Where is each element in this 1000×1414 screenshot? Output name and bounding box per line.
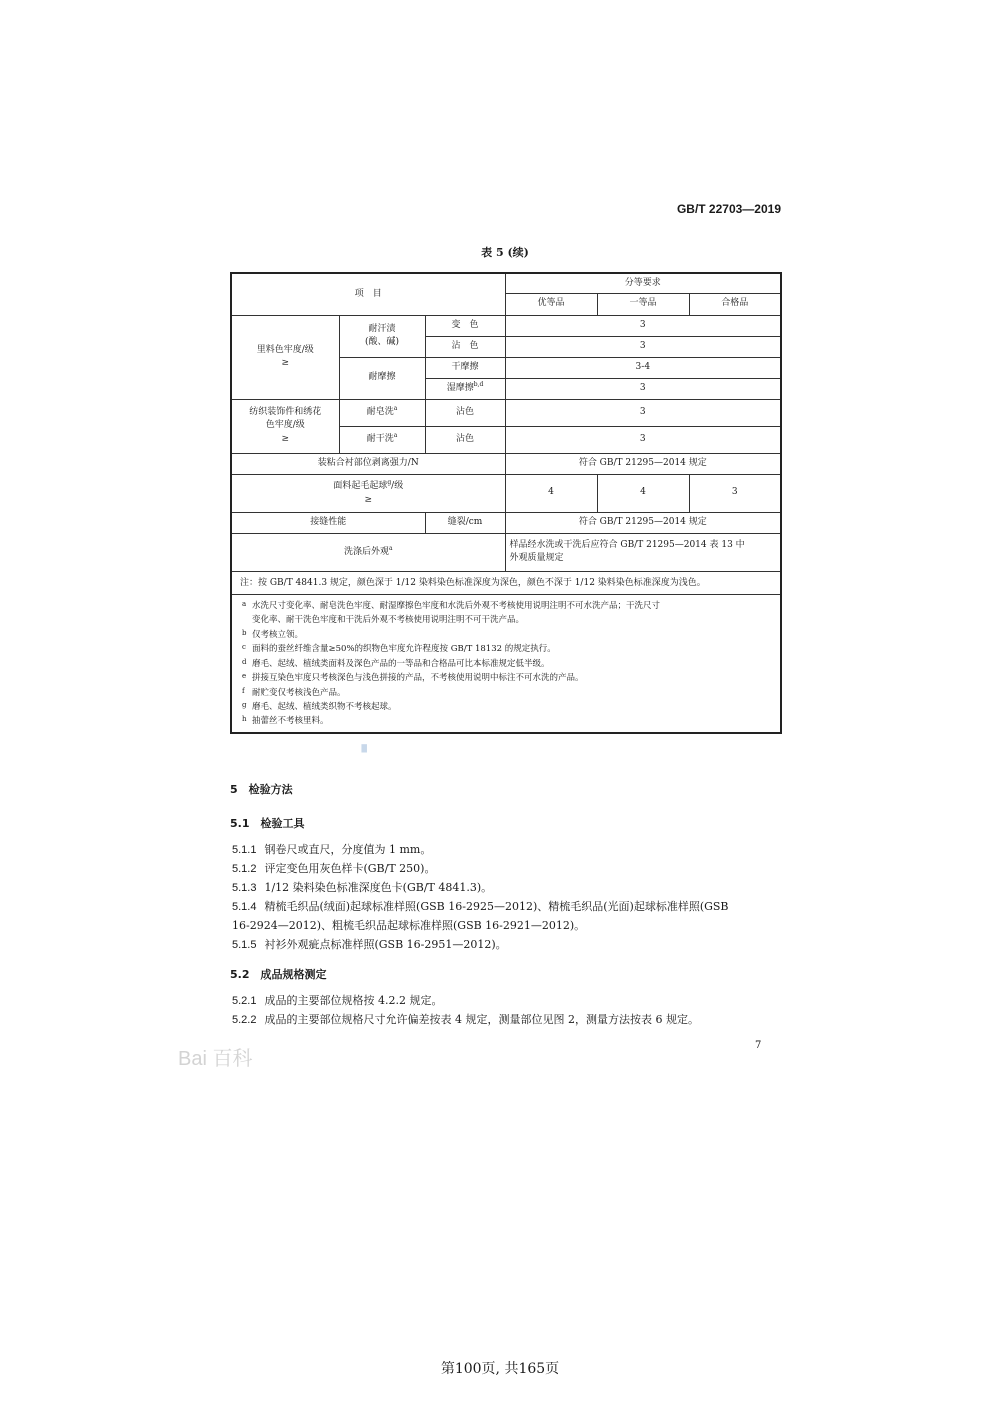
footnote-f: f 耐贮变仅考核浅色产品。 <box>242 686 346 698</box>
table-title: 表 5 (续) <box>481 246 529 259</box>
pilling-value-qualified: 3 <box>689 474 781 512</box>
table-row <box>231 512 781 533</box>
fade-label: 变 色 <box>425 315 505 336</box>
footnote-h: h 抽蕾丝不考核里料。 <box>242 715 329 727</box>
footnote-c: c 面料的蚕丝纤维含量≥50%的织物色牢度允许程度按 GB/T 18132 的规定执行。 <box>242 643 556 655</box>
page-counter-footer: 第100页, 共165页 <box>440 1361 560 1377</box>
col-item-header: 项 目 <box>231 273 505 315</box>
table-row <box>231 533 781 571</box>
standard-code: GB/T 22703—2019 <box>676 202 781 216</box>
section-5-2-heading: 5.2 成品规格测定 <box>230 968 327 981</box>
page-number: 7 <box>755 1040 762 1051</box>
peel-strength-value: 符合 GB/T 21295—2014 规定 <box>505 453 781 474</box>
footnote-b: b 仅考核立领。 <box>242 628 304 640</box>
footnote-g: g 磨毛、起绒、植绒类织物不考核起球。 <box>242 700 397 712</box>
peel-strength-label: 装粘合衬部位剥离强力/N <box>231 453 505 474</box>
pilling-value-premium: 4 <box>505 474 597 512</box>
table-note: 注：按 GB/T 4841.3 规定，颜色深于 1/12 染料染色标准深度为深色，颜色不深于 1/12 染料染色标准深度为浅色。 <box>231 571 781 594</box>
clause-5-1-1: 5.1.1 钢卷尺或直尺，分度值为 1 mm。 <box>232 843 432 856</box>
soap-wash-value: 3 <box>505 399 781 426</box>
dry-rub-label: 干摩擦 <box>425 357 505 378</box>
faint-mark-icon: ▗ <box>356 737 367 753</box>
seam-performance-label: 接缝性能 <box>231 512 425 533</box>
clause-5-1-2: 5.1.2 评定变色用灰色样卡(GB/T 250)。 <box>232 862 436 875</box>
seam-performance-value: 符合 GB/T 21295—2014 规定 <box>505 512 781 533</box>
wash-appearance-label: 洗涤后外观$^a$ <box>231 533 505 571</box>
table-row <box>231 315 781 336</box>
fade-value: 3 <box>505 315 781 336</box>
table-row <box>231 474 781 512</box>
table-header-row <box>231 273 781 293</box>
dry-rub-value: 3-4 <box>505 357 781 378</box>
footnote-e: e 拼接互染色牢度只考核深色与浅色拼接的产品，不考核使用说明中标注不可水洗的产品。 <box>242 672 584 684</box>
dry-clean-label: 耐干洗$^a$ <box>339 426 425 453</box>
table-note-row <box>231 571 781 594</box>
sweat-label: 耐汗渍 (酸、碱) <box>339 315 425 357</box>
embroidery-colorfastness-label: 纺织装饰件和绣花 色牢度/级 ≥ <box>231 399 339 453</box>
wash-appearance-value: 样品经水洗或干洗后应符合 GB/T 21295—2014 表 13 中 外观质量规定 <box>505 533 781 571</box>
section-5-1-heading: 5.1 检验工具 <box>230 817 305 830</box>
pilling-label: 面料起毛起球$^g$/级 ≥ <box>231 474 505 512</box>
clause-5-2-2: 5.2.2 成品的主要部位规格尺寸允许偏差按表 4 规定，测量部位见图 2，测量方法按表 6 规定。 <box>232 1013 699 1026</box>
lining-colorfastness-label: 里料色牢度/级 ≥ <box>231 315 339 399</box>
rubbing-label: 耐摩擦 <box>339 357 425 399</box>
grade-premium: 优等品 <box>505 293 597 315</box>
grade-first: 一等品 <box>597 293 689 315</box>
dry-clean-stain-label: 沾色 <box>425 426 505 453</box>
stain-value: 3 <box>505 336 781 357</box>
seam-slippage-label: 缝裂/cm <box>425 512 505 533</box>
dry-clean-value: 3 <box>505 426 781 453</box>
soap-stain-label: 沾色 <box>425 399 505 426</box>
clause-5-1-3: 5.1.3 1/12 染料染色标准深度色卡(GB/T 4841.3)。 <box>232 881 493 894</box>
table-row <box>231 399 781 426</box>
section-5-heading: 5 检验方法 <box>230 783 293 796</box>
table-row <box>231 453 781 474</box>
footnotes-row <box>231 594 781 732</box>
baike-watermark: Bai 百科 <box>178 1048 253 1070</box>
wet-rub-value: 3 <box>505 378 781 399</box>
grade-requirements-table <box>230 272 782 734</box>
clause-5-2-1: 5.2.1 成品的主要部位规格按 4.2.2 规定。 <box>232 994 443 1007</box>
clause-5-1-4: 5.1.4 精梳毛织品(绒面)起球标准样照(GSB 16-2925—2012)、精梳毛织品(光面)起球标准样照(GSB 16-2924—2012)、粗梳毛织品起球标准样照(GSB 16-2921—2012)。 <box>232 900 729 932</box>
footnote-a: a 水洗尺寸变化率、耐皂洗色牢度、耐湿摩擦色牢度和水洗后外观不考核使用说明注明不可水洗产品；干洗尺寸 变化率、耐干洗色牢度和干洗后外观不考核使用说明注明不可干洗产品。 <box>242 599 661 626</box>
stain-label: 沾 色 <box>425 336 505 357</box>
grade-qualified: 合格品 <box>689 293 781 315</box>
col-grade-header: 分等要求 <box>505 273 781 293</box>
soap-wash-label: 耐皂洗$^a$ <box>339 399 425 426</box>
clause-5-1-5: 5.1.5 衬衫外观疵点标准样照(GSB 16-2951—2012)。 <box>232 938 507 951</box>
pilling-value-first: 4 <box>597 474 689 512</box>
wet-rub-label: 湿摩擦$^{b,d}$ <box>425 378 505 399</box>
table-footnotes <box>231 594 781 732</box>
footnote-d: d 磨毛、起绒、植绒类面料及深色产品的一等品和合格品可比本标准规定低半级。 <box>242 657 550 669</box>
